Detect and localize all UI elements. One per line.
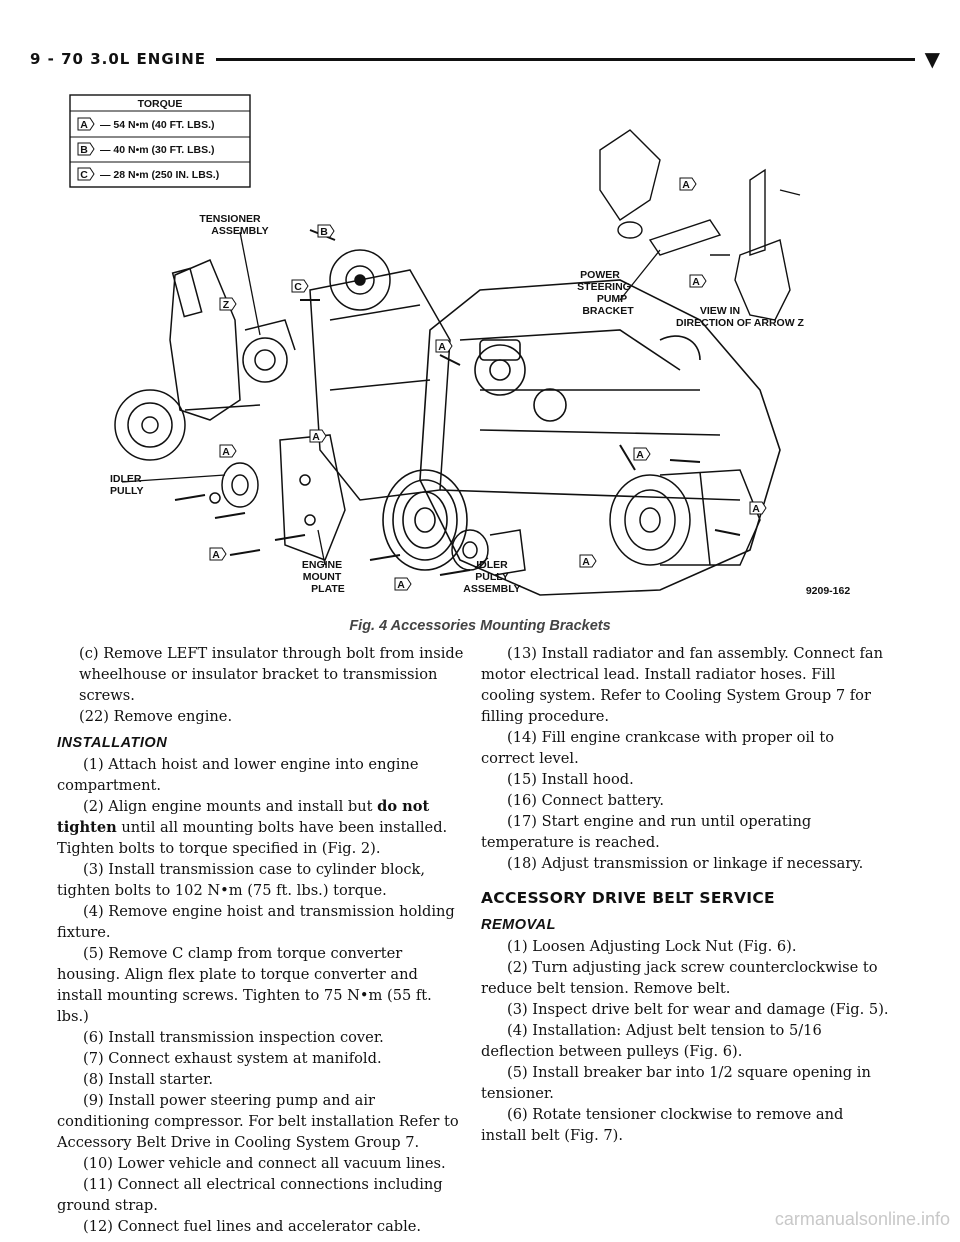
tensioner-label-2: ASSEMBLY	[211, 225, 269, 237]
watermark: carmanualsonline.info	[774, 1209, 950, 1229]
engine-mount-label-3: PLATE	[311, 583, 345, 595]
marker-a-2: A	[222, 446, 230, 458]
view-label-2: DIRECTION OF ARROW Z	[676, 317, 804, 329]
step: (15) Install hood.	[507, 771, 634, 788]
idler-assembly-label-3: ASSEMBLY	[463, 583, 521, 595]
page-number-label: 9 - 70 3.0L ENGINE	[30, 50, 207, 68]
step: (5) Remove C clamp from torque converter housing. Align flex plate to torque converter and install mounting screws. Tighten to 75 N•m (55 ft. lbs.)	[57, 945, 432, 1025]
right-column	[481, 643, 891, 1146]
engine-illustration	[60, 90, 900, 615]
step: (9) Install power steering pump and air conditioning compressor. For belt installation Refer to Accessory Belt Drive in Cooling System Group 7.	[57, 1092, 459, 1151]
callout-markers	[210, 178, 766, 591]
marker-c: C	[294, 281, 302, 293]
step: (13) Install radiator and fan assembly. Connect fan motor electrical lead. Install radiator hoses. Fill cooling system. Refer to Cooling System Group 7 for filling procedure.	[481, 645, 883, 725]
step: (3) Inspect drive belt for wear and damage (Fig. 5).	[507, 1001, 889, 1018]
step: (3) Install transmission case to cylinder block, tighten bolts to 102 N•m (75 ft. lbs.) torque.	[57, 861, 426, 899]
marker-z: Z	[222, 299, 230, 311]
idler-assembly-label-1: IDLER	[476, 559, 508, 571]
view-label-1: VIEW IN	[699, 305, 741, 317]
torque-title: TORQUE	[137, 98, 183, 110]
tensioner-label-1: TENSIONER	[199, 213, 261, 225]
figure-accessories-brackets	[60, 90, 900, 615]
ac-compressor	[610, 470, 760, 565]
paragraph: (22) Remove engine.	[79, 708, 233, 725]
marker-a-9: A	[682, 179, 690, 191]
idler-pully-left	[210, 463, 258, 507]
step-2	[57, 796, 467, 859]
step: (16) Connect battery.	[507, 792, 664, 809]
torque-key-c: C	[80, 169, 88, 181]
step-2-bold: do not tighten	[57, 798, 430, 836]
engine-mount-label-1: ENGINE	[301, 559, 343, 571]
ps-bracket-label-1: POWER	[580, 269, 620, 281]
marker-b: B	[320, 226, 328, 238]
engine-mount-plate	[280, 435, 345, 560]
accessory-bracket	[310, 250, 450, 500]
ps-bracket-label-3: PUMP	[596, 293, 628, 305]
idler-pully-label-1: IDLER	[110, 473, 142, 485]
step: (8) Install starter.	[83, 1071, 214, 1088]
step: (5) Install breaker bar into 1/2 square opening in tensioner.	[481, 1064, 871, 1102]
ps-bracket-label-4: BRACKET	[582, 305, 634, 317]
step: (1) Loosen Adjusting Lock Nut (Fig. 6).	[507, 938, 797, 955]
page-header	[30, 42, 940, 76]
idler-pully-label-2: PULLY	[110, 485, 144, 497]
figure-id: 9209-162	[805, 585, 851, 597]
paragraph: (c) Remove LEFT insulator through bolt from inside wheelhouse or insulator bracket to transmission screws.	[79, 645, 464, 704]
step: (18) Adjust transmission or linkage if necessary.	[507, 855, 864, 872]
step: (10) Lower vehicle and connect all vacuum lines.	[83, 1155, 446, 1172]
marker-a-5: A	[397, 579, 405, 591]
torque-value-a: — 54 N•m (40 FT. LBS.)	[100, 119, 215, 131]
step: (4) Remove engine hoist and transmission holding fixture.	[57, 903, 455, 941]
marker-a-6: A	[636, 449, 644, 461]
ps-bracket-label-2: STEERING	[577, 281, 631, 293]
installation-heading: INSTALLATION	[57, 735, 168, 751]
engine-mount-label-2: MOUNT	[302, 571, 342, 583]
step: (11) Connect all electrical connections including ground strap.	[57, 1176, 443, 1214]
down-arrow-icon: ▼	[924, 47, 940, 71]
step: (4) Installation: Adjust belt tension to 5/16 deflection between pulleys (Fig. 6).	[481, 1022, 822, 1060]
step: (12) Connect fuel lines and accelerator cable.	[83, 1218, 422, 1235]
figure-caption: Fig. 4 Accessories Mounting Brackets	[349, 618, 611, 634]
marker-a-7: A	[752, 503, 760, 515]
marker-a-1: A	[438, 341, 446, 353]
step: (1) Attach hoist and lower engine into engine compartment.	[57, 756, 419, 794]
step: (6) Install transmission inspection cover.	[83, 1029, 384, 1046]
idler-assembly-label-2: PULLY	[475, 571, 509, 583]
torque-key-a: A	[80, 119, 88, 131]
power-steering-pump	[115, 260, 260, 460]
torque-table	[70, 95, 250, 187]
step: (2) Turn adjusting jack screw counterclockwise to reduce belt tension. Remove belt.	[481, 959, 878, 997]
tensioner-assembly	[243, 320, 295, 382]
step: (17) Start engine and run until operating temperature is reached.	[481, 813, 812, 851]
step: (14) Fill engine crankcase with proper oil to correct level.	[481, 729, 834, 767]
marker-a-8: A	[582, 556, 590, 568]
torque-value-c: — 28 N•m (250 IN. LBS.)	[100, 169, 220, 181]
step: (7) Connect exhaust system at manifold.	[83, 1050, 382, 1067]
marker-a-10: A	[692, 276, 700, 288]
left-column	[57, 643, 467, 1237]
step-2-text-b: until all mounting bolts have been installed. Tighten bolts to torque specified in (Fig. 2).	[57, 819, 448, 857]
torque-key-b: B	[80, 144, 88, 156]
marker-a-3: A	[312, 431, 320, 443]
section-heading: ACCESSORY DRIVE BELT SERVICE	[481, 889, 775, 907]
torque-value-b: — 40 N•m (30 FT. LBS.)	[100, 144, 215, 156]
step-2-text-a: (2) Align engine mounts and install but	[83, 798, 378, 815]
removal-heading: REMOVAL	[481, 917, 556, 933]
marker-a-4: A	[212, 549, 220, 561]
header-rule	[216, 58, 915, 61]
step: (6) Rotate tensioner clockwise to remove and install belt (Fig. 7).	[481, 1106, 844, 1144]
